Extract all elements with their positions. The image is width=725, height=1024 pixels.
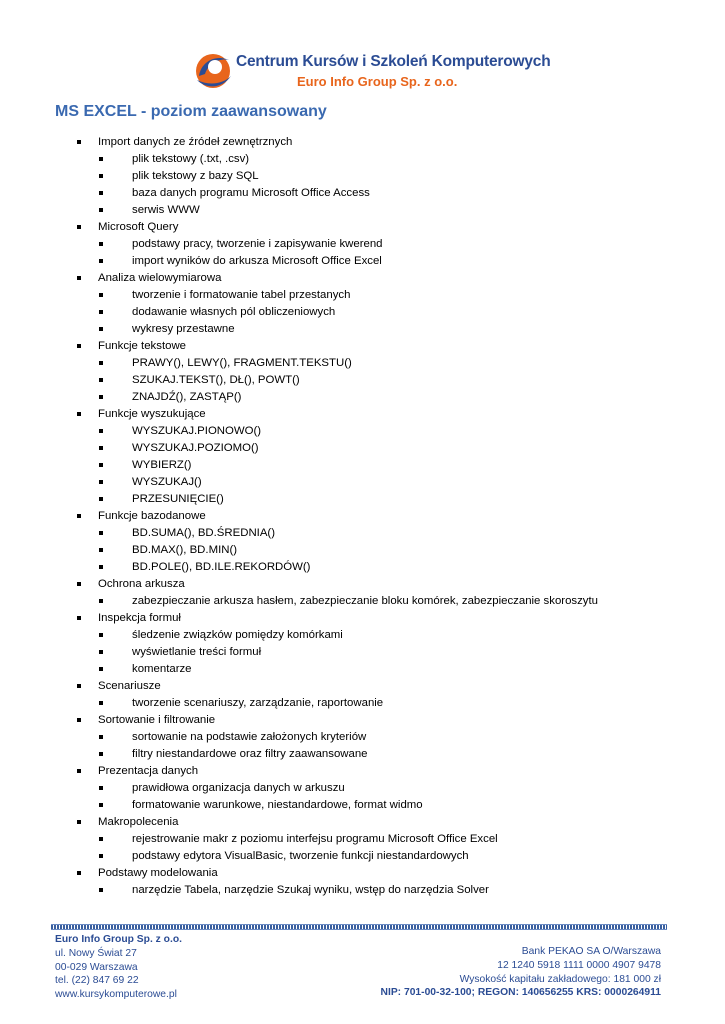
subitem-label: baza danych programu Microsoft Office Access xyxy=(132,187,370,199)
bullet-icon xyxy=(99,633,103,637)
bullet-icon xyxy=(99,463,103,467)
outline-subitem xyxy=(0,236,598,253)
outline-subitem xyxy=(0,304,598,321)
subitem-label: BD.SUMA(), BD.ŚREDNIA() xyxy=(132,527,276,539)
outline-subitem xyxy=(0,474,598,491)
header xyxy=(0,50,725,94)
outline-subitem xyxy=(0,627,598,644)
subitem-label: plik tekstowy (.txt, .csv) xyxy=(132,153,250,165)
outline-subitem xyxy=(0,151,598,168)
subitem-label: BD.MAX(), BD.MIN() xyxy=(132,544,238,556)
bullet-icon xyxy=(77,344,81,348)
outline-section xyxy=(0,508,598,525)
bullet-icon xyxy=(99,803,103,807)
outline-subitem xyxy=(0,491,598,508)
section-label: Analiza wielowymiarowa xyxy=(98,272,222,284)
bullet-icon xyxy=(99,208,103,212)
bullet-icon xyxy=(99,667,103,671)
footer-city: 00-029 Warszawa xyxy=(55,961,138,973)
subitem-label: podstawy pracy, tworzenie i zapisywanie kwerend xyxy=(132,238,383,250)
bullet-icon xyxy=(99,259,103,263)
outline-section xyxy=(0,270,598,287)
bullet-icon xyxy=(99,837,103,841)
bullet-icon xyxy=(99,888,103,892)
bullet-icon xyxy=(99,310,103,314)
subitem-label: PRZESUNIĘCIE() xyxy=(132,493,224,505)
bullet-icon xyxy=(99,327,103,331)
footer-phone: tel. (22) 847 69 22 xyxy=(55,975,139,987)
bullet-icon xyxy=(77,616,81,620)
subitem-label: ZNAJDŹ(), ZASTĄP() xyxy=(132,391,242,403)
subitem-label: śledzenie związków pomiędzy komórkami xyxy=(132,629,343,641)
subitem-label: PRAWY(), LEWY(), FRAGMENT.TEKSTU() xyxy=(132,357,352,369)
footer-website: www.kursykomputerowe.pl xyxy=(55,989,177,1001)
outline-subitem xyxy=(0,797,598,814)
outline-section xyxy=(0,576,598,593)
section-label: Funkcje wyszukujące xyxy=(98,408,206,420)
outline-subitem xyxy=(0,321,598,338)
outline-subitem xyxy=(0,389,598,406)
bullet-icon xyxy=(77,871,81,875)
section-label: Sortowanie i filtrowanie xyxy=(98,714,216,726)
section-label: Makropolecenia xyxy=(98,816,179,828)
outline-section xyxy=(0,865,598,882)
subitem-label: WYSZUKAJ.PIONOWO() xyxy=(132,425,262,437)
logo-subtitle: Euro Info Group Sp. z o.o. xyxy=(297,74,458,89)
bullet-icon xyxy=(99,854,103,858)
bullet-icon xyxy=(77,718,81,722)
section-label: Import danych ze źródeł zewnętrznych xyxy=(98,136,293,148)
bullet-icon xyxy=(99,752,103,756)
bullet-icon xyxy=(99,174,103,178)
bullet-icon xyxy=(77,684,81,688)
outline-subitem xyxy=(0,695,598,712)
bullet-icon xyxy=(99,480,103,484)
footer-registry-ids: NIP: 701-00-32-100; REGON: 140656255 KRS: 0000264911 xyxy=(380,987,661,999)
bullet-icon xyxy=(77,225,81,229)
bullet-icon xyxy=(99,701,103,705)
outline-subitem xyxy=(0,831,598,848)
subitem-label: rejestrowanie makr z poziomu interfejsu programu Microsoft Office Excel xyxy=(132,833,498,845)
section-label: Podstawy modelowania xyxy=(98,867,218,879)
bullet-icon xyxy=(99,395,103,399)
bullet-icon xyxy=(99,531,103,535)
footer-street: ul. Nowy Świat 27 xyxy=(55,947,137,959)
outline-section xyxy=(0,134,598,151)
subitem-label: komentarze xyxy=(132,663,192,675)
bullet-icon xyxy=(99,293,103,297)
page-title: MS EXCEL - poziom zaawansowany xyxy=(55,103,327,120)
section-label: Funkcje tekstowe xyxy=(98,340,186,352)
outline-subitem xyxy=(0,287,598,304)
bullet-icon xyxy=(99,548,103,552)
bullet-icon xyxy=(99,191,103,195)
outline-section xyxy=(0,763,598,780)
bullet-icon xyxy=(77,582,81,586)
outline-subitem xyxy=(0,644,598,661)
bullet-icon xyxy=(99,361,103,365)
subitem-label: WYSZUKAJ() xyxy=(132,476,202,488)
outline-subitem xyxy=(0,525,598,542)
subitem-label: SZUKAJ.TEKST(), DŁ(), POWT() xyxy=(132,374,300,386)
outline-subitem xyxy=(0,372,598,389)
bullet-icon xyxy=(99,157,103,161)
footer-divider xyxy=(51,924,667,930)
bullet-icon xyxy=(99,378,103,382)
bullet-icon xyxy=(77,769,81,773)
subitem-label: serwis WWW xyxy=(132,204,200,216)
bullet-icon xyxy=(99,650,103,654)
subitem-label: prawidłowa organizacja danych w arkuszu xyxy=(132,782,345,794)
bullet-icon xyxy=(99,599,103,603)
section-label: Funkcje bazodanowe xyxy=(98,510,206,522)
section-label: Microsoft Query xyxy=(98,221,179,233)
bullet-icon xyxy=(99,565,103,569)
footer-capital: Wysokość kapitału zakładowego: 181 000 zł xyxy=(459,973,661,985)
outline-subitem xyxy=(0,185,598,202)
subitem-label: import wyników do arkusza Microsoft Office Excel xyxy=(132,255,382,267)
section-label: Prezentacja danych xyxy=(98,765,199,777)
outline-section xyxy=(0,814,598,831)
bullet-icon xyxy=(77,412,81,416)
subitem-label: zabezpieczanie arkusza hasłem, zabezpieczanie bloku komórek, zabezpieczanie skoroszytu xyxy=(132,595,598,607)
subitem-label: podstawy edytora VisualBasic, tworzenie funkcji niestandardowych xyxy=(132,850,469,862)
bullet-icon xyxy=(77,820,81,824)
course-outline xyxy=(0,134,598,899)
outline-subitem xyxy=(0,882,598,899)
subitem-label: dodawanie własnych pól obliczeniowych xyxy=(132,306,336,318)
section-label: Ochrona arkusza xyxy=(98,578,185,590)
outline-subitem xyxy=(0,559,598,576)
subitem-label: tworzenie scenariuszy, zarządzanie, raportowanie xyxy=(132,697,384,709)
subitem-label: WYSZUKAJ.POZIOMO() xyxy=(132,442,259,454)
outline-section xyxy=(0,406,598,423)
outline-subitem xyxy=(0,848,598,865)
subitem-label: plik tekstowy z bazy SQL xyxy=(132,170,259,182)
outline-section xyxy=(0,678,598,695)
subitem-label: WYBIERZ() xyxy=(132,459,192,471)
outline-subitem xyxy=(0,423,598,440)
bullet-icon xyxy=(99,429,103,433)
subitem-label: filtry niestandardowe oraz filtry zaawansowane xyxy=(132,748,368,760)
subitem-label: BD.POLE(), BD.ILE.REKORDÓW() xyxy=(132,561,311,573)
subitem-label: wykresy przestawne xyxy=(132,323,235,335)
bullet-icon xyxy=(77,140,81,144)
outline-subitem xyxy=(0,457,598,474)
outline-subitem xyxy=(0,729,598,746)
bullet-icon xyxy=(99,786,103,790)
section-label: Scenariusze xyxy=(98,680,161,692)
outline-subitem xyxy=(0,355,598,372)
outline-section xyxy=(0,610,598,627)
logo-title: Centrum Kursów i Szkoleń Komputerowych xyxy=(236,53,551,70)
outline-subitem xyxy=(0,746,598,763)
bullet-icon xyxy=(99,497,103,501)
subitem-label: narzędzie Tabela, narzędzie Szukaj wyniku, wstęp do narzędzia Solver xyxy=(132,884,489,896)
footer-bank: Bank PEKAO SA O/Warszawa xyxy=(521,946,661,957)
outline-subitem xyxy=(0,440,598,457)
section-label: Inspekcja formuł xyxy=(98,612,181,624)
bullet-icon xyxy=(99,242,103,246)
outline-section xyxy=(0,712,598,729)
outline-subitem xyxy=(0,168,598,185)
bullet-icon xyxy=(99,446,103,450)
outline-section xyxy=(0,219,598,236)
bullet-icon xyxy=(99,735,103,739)
subitem-label: tworzenie i formatowanie tabel przestanych xyxy=(132,289,351,301)
footer-address xyxy=(55,933,182,1002)
footer-account: 12 1240 5918 1111 0000 4907 9478 xyxy=(497,959,661,971)
logo-icon xyxy=(193,50,233,90)
subitem-label: wyświetlanie treści formuł xyxy=(132,646,262,658)
outline-subitem xyxy=(0,593,598,610)
outline-section xyxy=(0,338,598,355)
bullet-icon xyxy=(77,276,81,280)
outline-subitem xyxy=(0,253,598,270)
outline-subitem xyxy=(0,542,598,559)
footer-bank-info xyxy=(381,945,661,1000)
footer-company: Euro Info Group Sp. z o.o. xyxy=(55,934,182,945)
bullet-icon xyxy=(77,514,81,518)
subitem-label: sortowanie na podstawie założonych kryteriów xyxy=(132,731,367,743)
subitem-label: formatowanie warunkowe, niestandardowe, format widmo xyxy=(132,799,423,811)
outline-subitem xyxy=(0,202,598,219)
outline-subitem xyxy=(0,780,598,797)
outline-subitem xyxy=(0,661,598,678)
